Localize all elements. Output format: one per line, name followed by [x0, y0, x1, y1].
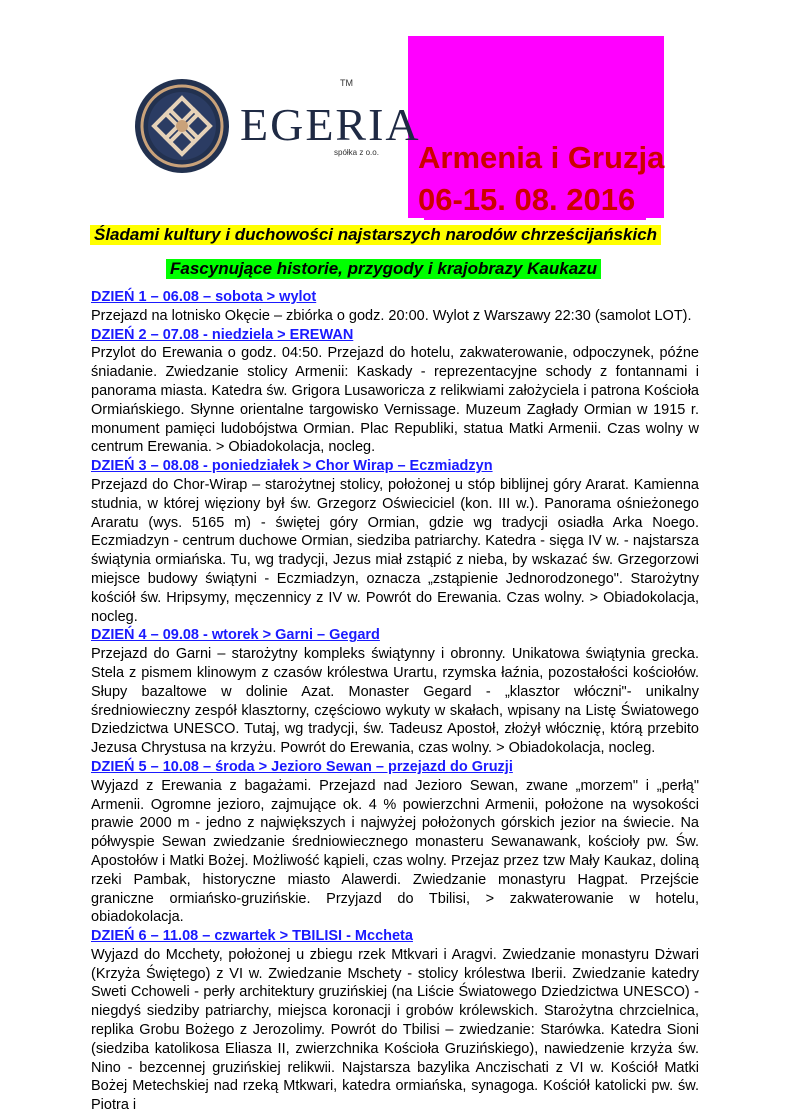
day-heading-link[interactable]: DZIEŃ 5 – 10.08 – środa > Jezioro Sewan – przejazd do Gruzji	[91, 758, 513, 775]
page-title: Armenia i Gruzja	[418, 140, 665, 175]
subtitle-caucasus: Fascynujące historie, przygody i krajobrazy Kaukazu	[166, 259, 601, 279]
day-section-3	[91, 457, 699, 626]
itinerary	[91, 288, 699, 1115]
subtitle-culture: Śladami kultury i duchowości najstarszych narodów chrześcijańskich	[90, 225, 661, 245]
day-description: Przejazd do Chor-Wirap – starożytnej stolicy, położonej u stóp biblijnej góry Ararat. Kamienna studnia, w której więziony był św. Grzegorz Oświeciciel (kon. III w.). Panorama ośnieżonego Araratu (wys. 5165 m) - świętej góry Ormian, gdzie wg tradycji osiadła Arka Noego. Eczmiadzyn - centrum duchowe Ormian, siedziba patriarchy. Katedra - sięga IV w. - najstarsza świątynia ormiańska. Tu, wg tradycji, Jezus miał zstąpić z nieba, by wskazać św. Grzegorzowi miejsce budowy świątyni - Eczmiadzyn, oznacza „zstąpienie Jednorodzonego". Starożytny kościół św. Hripsymy, męczennicy z IV w. Powrót do Erewania. Czas wolny. > Obiadokolacja, nocleg.	[91, 476, 699, 625]
day-description: Przylot do Erewania o godz. 04:50. Przejazd do hotelu, zakwaterowanie, odpoczynek, późne śniadanie. Zwiedzanie stolicy Armenii: Kaskady - reprezentacyjne schody z fontannami i panorama miasta. Katedra św. Grigora Lusaworicza z relikwiami założyciela i patrona Kościoła Ormiańskiego. Słynne orientalne targowisko Vernissage. Muzeum Zagłady Ormian w 1915 r. monument pamięci ludobójstwa Ormian. Plac Republiki, statua Matki Armenii. Czas wolny w centrum Erewania. > Obiadokolacja, nocleg.	[91, 345, 699, 456]
day-heading-link[interactable]: DZIEŃ 6 – 11.08 – czwartek > TBILISI - Mccheta	[91, 928, 413, 945]
day-heading-link[interactable]: DZIEŃ 2 – 07.08 - niedziela > EREWAN	[91, 326, 354, 343]
trip-dates: 06-15. 08. 2016	[418, 182, 636, 217]
day-description: Przejazd na lotnisko Okęcie – zbiórka o godz. 20:00. Wylot z Warszawy 22:30 (samolot LOT).	[91, 307, 692, 324]
celtic-knot-icon	[132, 76, 232, 176]
day-section-2	[91, 326, 699, 458]
day-description: Przejazd do Garni – starożytny kompleks świątynny i obronny. Unikatowa świątynia grecka. Stela z pismem klinowym z czasów królestwa Urartu, rzymska łaźnia, pozostałości kościołów. Słupy bazaltowe w dolinie Azat. Monaster Gegard - „klasztor włóczni"- unikalny średniowieczny zespół klasztorny, częściowo wykuty w skałach, wpisany na Listę Światowego Dziedzictwa UNESCO. Tutaj, wg tradycji, św. Tadeusz Apostoł, złożył włócznię, którą przebito Jezusa Chrystusa na krzyżu. Powrót do Erewania, czas wolny. > Obiadokolacja, nocleg.	[91, 646, 699, 757]
company-logo	[132, 76, 421, 176]
day-section-4	[91, 626, 699, 758]
logo-wordmark: EGERIA	[240, 99, 421, 150]
day-heading-link[interactable]: DZIEŃ 1 – 06.08 – sobota > wylot	[91, 289, 317, 305]
logo-trademark: TM	[340, 78, 353, 88]
day-heading-link[interactable]: DZIEŃ 4 – 09.08 - wtorek > Garni – Gegard	[91, 627, 380, 644]
day-section-6	[91, 927, 699, 1115]
day-section-1	[91, 288, 699, 326]
day-description: Wyjazd z Erewania z bagażami. Przejazd nad Jezioro Sewan, zwane „morzem" i „perłą" Armenii. Ogromne jezioro, zajmujące ok. 4 % powierzchni Armenii, położone na wysokości prawie 2000 m - jedno z największych i najwyżej położonych górskich jezior na świecie. Na półwyspie Sewan zwiedzanie średniowiecznego monasteru Sewanawank, kościoły pw. Św. Apostołów i Matki Bożej. Możliwość kąpieli, czas wolny. Przejaz przez tzw Mały Kaukaz, doliną rzeki Pambak, historyczne miasto Alawerdi. Zwiedzanie monastyru Hagpat. Przejście graniczne ormiańsko-gruzińskie. Przyjazd do Tbilisi, > zakwaterowanie w hotelu, obiadokolacja.	[91, 777, 699, 926]
logo-subtitle: spółka z o.o.	[334, 148, 379, 157]
day-heading-link[interactable]: DZIEŃ 3 – 08.08 - poniedziałek > Chor Wirap – Eczmiadzyn	[91, 458, 493, 475]
day-description: Wyjazd do Mcchety, położonej u zbiegu rzek Mtkvari i Aragvi. Zwiedzanie monastyru Dżwari (Krzyża Świętego) z VI w. Zwiedzanie Mschety - stolicy królestwa Iberii. Zwiedzanie katedry Sweti Cchoweli - perły architektury gruzińskiej (na Liście Światowego Dziedzictwa UNESCO) - niegdyś siedziby patriarchy, miejsca koronacji i grobów królewskich. Starożytna chrzcielnica, replika Grobu Bożego z Jerozolimy. Powrót do Tbilisi – zwiedzanie: Starówka. Katedra Sioni (siedziba katolikosa Eliasza II, zwierzchnika Kościoła Gruzińskiego), nawiedzenie krzyża św. Nino - bezcennej gruzińskiej relikwii. Najstarsza bazylika Anczischati z VI w. Kościół Matki Bożej Metechskiej nad rzeką Mtkwari, katedra ormiańska, synagoga. Kościół katolicki pw. św. Piotra i	[91, 946, 699, 1114]
day-section-5	[91, 758, 699, 927]
